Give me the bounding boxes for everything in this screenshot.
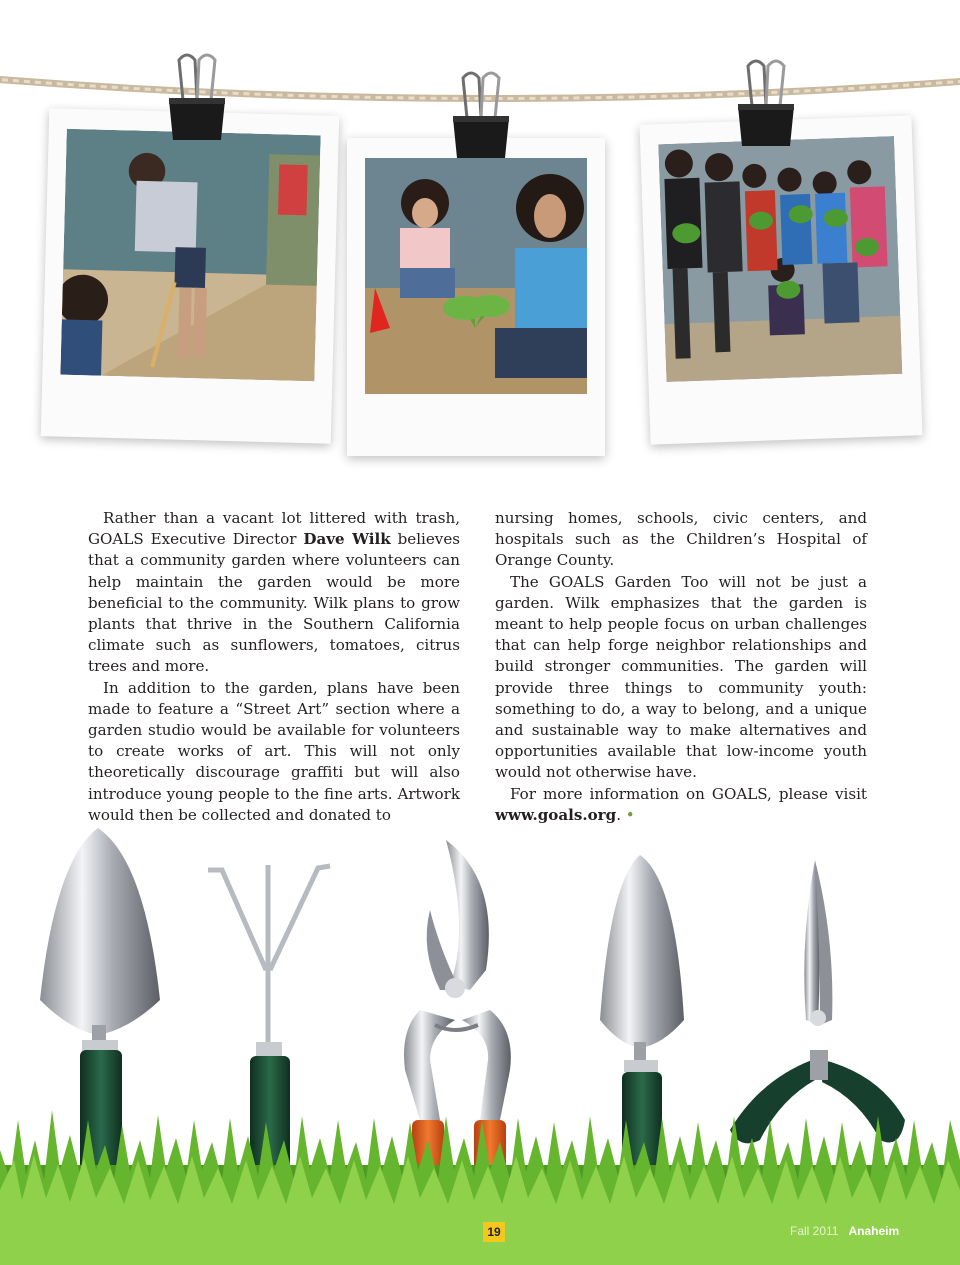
paragraph-text: believes that a community garden where volunteers can help maintain the garden would be more beneficial to the community. Wilk plans to grow plants that thrive in the Southern California climate such as sunflowers, tomatoes, citrus trees and more. — [88, 530, 461, 676]
girls-planting-seedling-photo — [365, 158, 587, 394]
binder-clip-icon — [734, 56, 798, 148]
publication-city: Anaheim — [848, 1224, 900, 1238]
article-paragraph: The GOALS Garden Too will not be just a garden. Wilk emphasizes that the garden is meant to help people focus on urban challenges that can help forge neighbor relationships and build stronger communities. The garden will provide three things to community youth: something to do, a way to belong, and a unique and sustainable way to make alternatives and opportunities available that low-income youth would not otherwise have. — [495, 572, 867, 782]
hand-cultivator-icon — [208, 865, 330, 1048]
garden-scissors-icon — [730, 860, 905, 1143]
end-of-article-mark: • — [625, 805, 635, 824]
pruning-shears-icon — [404, 840, 511, 1210]
article-paragraph: nursing homes, schools, civic centers, and hospitals such as the Children’s Hospital of Orange County. — [495, 509, 867, 570]
boys-digging-garden-photo — [60, 129, 320, 382]
polaroid-photo-2 — [347, 138, 605, 456]
paragraph-text: . — [616, 805, 626, 824]
issue-date: Fall 2011 — [790, 1224, 839, 1238]
article-paragraph: In addition to the garden, plans have been made to feature a “Street Art” section where a garden studio would be available for volunteers to create works of art. This will not only theoretically discourage graffiti but will also introduce young people to the fine arts. Artwork would then be collected and donated to — [88, 678, 460, 824]
polaroid-photo-3 — [639, 115, 922, 444]
paragraph-text: Rather than a vacant lot littered with trash, GOALS Executive Director — [88, 509, 460, 549]
person-name: Dave Wilk — [303, 530, 391, 549]
binder-clip-icon — [449, 68, 513, 160]
website-link[interactable]: www.goals.org — [495, 805, 617, 824]
article-column-left — [88, 508, 460, 826]
binder-clip-icon — [165, 50, 229, 142]
article-column-right — [495, 508, 867, 826]
garden-tools-illustration — [0, 820, 960, 1265]
page-number: 19 — [483, 1222, 505, 1242]
group-holding-plants-photo — [658, 136, 902, 382]
issue-info — [790, 1223, 899, 1239]
polaroid-photo-1 — [41, 108, 339, 443]
article-paragraph — [88, 508, 460, 678]
paragraph-text: For more information on GOALS, please visit — [510, 784, 867, 803]
